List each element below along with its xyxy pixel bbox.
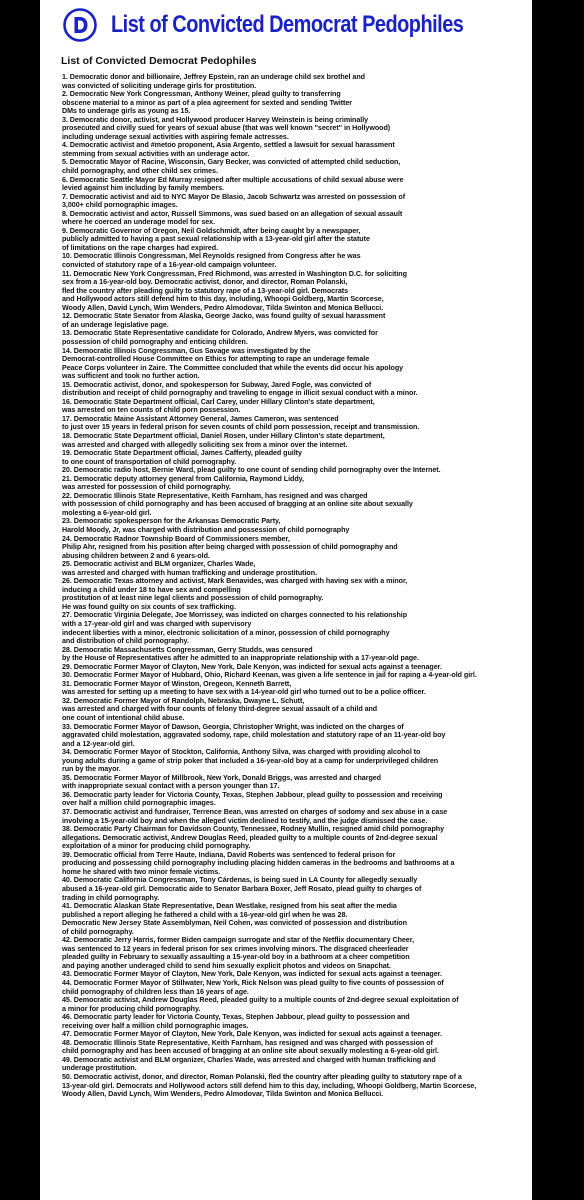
democratic-d-logo-icon <box>63 8 97 42</box>
list-item: 41. Democratic Alaskan State Representative, Dean Westlake, resigned from his seat after the media published a report alleging he fathered a child with a 16-year-old girl when he was 28. Democratic New Jersey State Assemblyman, Neil Cohen, was convicted of possession and distribution of child pornography. <box>62 902 407 936</box>
list-item: 47. Democratic Former Mayor of Clayton, New York, Dale Kenyon, was indicted for sexual acts against a teenager. <box>62 1030 442 1039</box>
list-item: 22. Democratic Illinois State Representative, Keith Farnham, has resigned and was charged with possession of child pornography and has been accused of bragging at an online site about sexually molesting a 6-year-old girl. <box>62 491 413 517</box>
list-item: 21. Democratic deputy attorney general from California, Raymond Liddy, was arrested for possession of child pornography. <box>62 474 304 492</box>
list-item: 34. Democratic Former Mayor of Stockton, California, Anthony Silva, was charged with providing alcohol to young adults during a game of strip poker that included a 16-year-old boy at a camp for underprivileged children run by the mayor. <box>62 748 439 774</box>
entry-list <box>62 73 527 1099</box>
list-item: 5. Democratic Mayor of Racine, Wisconsin, Gary Becker, was convicted of attempted child seduction, child pornography, and other child sex crimes. <box>62 158 401 176</box>
list-item: 29. Democratic Former Mayor of Clayton, New York, Dale Kenyon, was indicted for sexual acts against a teenager. <box>62 662 442 671</box>
list-item: 11. Democratic New York Congressman, Fred Richmond, was arrested in Washington D.C. for soliciting sex from a 16-year-old boy. Democratic activist, donor, and director, Roman Polanski, fled the country after pleading guilty to statutory rape of a 13-year-old girl. Democrats and Hollywood actors still defend him to this day, including, Whoopi Goldberg, Martin Scorcese, Woody Allen, David Lynch, Wim Wenders, Pedro Almodovar, Tilda Swinton and Monica Bellucci. <box>62 269 407 312</box>
list-item: 14. Democratic Illinois Congressman, Gus Savage was investigated by the Democrat-controlled House Committee on Ethics for attempting to rape an underage female Peace Corps volunteer in Zaire. The Committee concluded that while the events did occur his apology was sufficient and took no further action. <box>62 346 404 381</box>
list-item: 43. Democratic Former Mayor of Clayton, New York, Dale Kenyon, was indicted for sexual acts against a teenager. <box>62 970 442 979</box>
list-item: 35. Democratic Former Mayor of Millbrook, New York, Donald Briggs, was arrested and charged with inappropriate sexual contact with a person younger than 17. <box>62 773 381 791</box>
list-item: 1. Democratic donor and billionaire, Jeffrey Epstein, ran an underage child sex brothel and was convicted of soliciting underage girls for prostitution. <box>62 73 365 90</box>
document-header <box>40 0 532 50</box>
list-item: 16. Democratic State Department official, Carl Carey, under Hillary Clinton's state department, was arrested on ten counts of child porn possession. <box>62 397 375 415</box>
list-item: 37. Democratic activist and fundraiser, Terrence Bean, was arrested on charges of sodomy and sex abuse in a case involving a 15-year-old boy and when the alleged victim declined to testify, and the judge dismissed the case. <box>62 808 448 825</box>
list-item: 6. Democratic Seattle Mayor Ed Murray resigned after multiple accusations of child sexual abuse were levied against him including by family members. <box>62 175 404 193</box>
list-item: 44. Democratic Former Mayor of Stillwater, New York, Rick Nelson was plead guilty to five counts of possession of child pornography of children less than 16 years of age. <box>62 978 444 996</box>
list-item: 17. Democratic Maine Assistant Attorney General, James Cameron, was sentenced to just over 15 years in federal prison for seven counts of child porn possession, receipt and transmission. <box>62 414 420 432</box>
list-item: 13. Democratic State Representative candidate for Colorado, Andrew Myers, was convicted for possession of child pornography and enticing children. <box>62 329 378 346</box>
list-item: 32. Democratic Former Mayor of Randolph, Nebraska, Dwayne L. Schutt, was arrested and charged with four counts of felony third-degree sexual assault of a child and one count of intentional child abuse. <box>62 696 378 723</box>
list-item: 12. Democratic State Senator from Alaska, George Jacko, was found guilty of sexual harassment of an underage legislative page. <box>62 312 386 329</box>
list-item: 33. Democratic Former Mayor of Dawson, Georgia, Christopher Wright, was indicted on the charges of aggravated child molestation, aggravated sodomy, rape, child molestation and statutory rape of an 11-year-old boy and a 12-year-old girl. <box>62 722 446 748</box>
list-item: 2. Democratic New York Congressman, Anthony Weiner, plead guilty to transferring obscene material to a minor as part of a plea agreement for sexted and sending Twitter DMs to underage girls as young as 15. <box>62 90 352 116</box>
list-item: 42. Democratic Jerry Harris, former Biden campaign surrogate and star of the Netflix documentary Cheer, was sentenced to 12 years in federal prison for sex crimes involving minors. The disgraced cheerleader pleaded guilty in February to sexually assaulting a 15-year-old boy in a bathroom at a cheer competition and paying another underaged child to send him sexually explicit photos and videos on Snapchat. <box>62 936 414 970</box>
list-item: 10. Democratic Illinois Congressman, Mel Reynolds resigned from Congress after he was convicted of statutory rape of a 16-year-old campaign volunteer. <box>62 252 361 270</box>
list-item: 3. Democratic donor, activist, and Hollywood producer Harvey Weinstein is being criminally prosecuted and civilly sued for years of sexual abuse (that was well known "secret" in Hollywood) including underage sexual activities with aspiring female actresses. <box>62 115 391 141</box>
list-item: 48. Democratic Illinois State Representative, Keith Farnham, has resigned and was charged with possession of child pornography and has been accused of bragging at an online site about sexually molesting a 6-year-old girl. <box>62 1038 439 1056</box>
list-item: 39. Democratic official from Terre Haute, Indiana, David Roberts was sentenced to federal prison for producing and possessing child pornography including placing hidden cameras in the bedrooms and bathrooms at a home he shared with two minor female victims. <box>62 850 455 876</box>
list-item: 27. Democratic Virginia Delegate, Joe Morrissey, was indicted on charges connected to his relationship with a 17-year-old girl and was charged with supervisory indecent liberties with a minor, electronic solicitation of a minor, possession of child pornography and distribution of child pornography. <box>62 611 408 646</box>
list-item: 4. Democratic activist and #metoo proponent, Asia Argento, settled a lawsuit for sexual harassment stemming from sexual activities with an underage actor. <box>62 141 395 158</box>
list-item: 9. Democratic Governor of Oregon, Neil Goldschmidt, after being caught by a newspaper, publicly admitted to having a past sexual relationship with a 13-year-old girl after the statute of limitations on the rape charges had expired. <box>62 226 370 252</box>
page-title: List of Convicted Democrat Pedophiles <box>111 11 464 38</box>
list-item: 49. Democratic activist and BLM organizer, Charles Wade, was arrested and charged with human trafficking and underage prostitution. <box>62 1055 436 1073</box>
list-item: 28. Democratic Massachusetts Congressman, Gerry Studds, was censured by the House of Representatives after he admitted to an inappropriate relationship with a 17-year-old page. <box>62 645 419 663</box>
document-subtitle: List of Convicted Democrat Pedophiles <box>61 55 257 67</box>
list-item: 31. Democratic Former Mayor of Winston, Oregeon, Kenneth Barrett, was arrested for setting up a meeting to have sex with a 14-year-old girl who turned out to be a police officer. <box>62 679 426 697</box>
list-item: 45. Democratic activist, Andrew Douglas Reed, pleaded guilty to a multiple counts of 2nd-degree sexual exploitation of a minor for producing child pornography. <box>62 996 459 1013</box>
list-item: 36. Democratic party leader for Victoria County, Texas, Stephen Jabbour, plead guilty to possession and receiving over half a million child pornographic images. <box>62 790 443 808</box>
list-item: 30. Democratic Former Mayor of Hubbard, Ohio, Richard Keenan, was given a life sentence in jail for raping a 4-year-old girl. <box>62 671 477 680</box>
document-page <box>40 0 532 1200</box>
list-item: 40. Democratic California Congressman, Tony Cárdenas, is being sued in LA County for allegedly sexually abused a 16-year-old girl. Democratic aide to Senator Barbara Boxer, Jeff Rosato, plead guilty to charges of trading in child pornography. <box>62 876 422 902</box>
list-item: 8. Democratic activist and actor, Russell Simmons, was sued based on an allegation of sexual assault where he coerced an underage model for sex. <box>62 209 403 227</box>
list-item: 25. Democratic activist and BLM organizer, Charles Wade, was arrested and charged with human trafficking and underage prostitution. <box>62 560 317 577</box>
list-item: 7. Democratic activist and aid to NYC Mayor De Blasio, Jacob Schwartz was arrested on possession of 3,000+ child pornographic images. <box>62 192 406 210</box>
list-item: 26. Democratic Texas attorney and activist, Mark Benavides, was charged with having sex with a minor, inducing a child under 18 to have sex and compelling prostitution of at least nine legal clients and possession of child pornography. He was found guilty on six counts of sex trafficking. <box>62 577 408 611</box>
list-item: 20. Democratic radio host, Bernie Ward, plead guilty to one count of sending child pornography over the Internet. <box>62 466 441 475</box>
list-item: 50. Democratic activist, donor, and director, Roman Polanski, fled the country after pleading guilty to statutory rape of a 13-year-old girl. Democrats and Hollywood actors still defend him to this day, including, Whoopi Goldberg, Martin Scorcese, Woody Allen, David Lynch, Wim Wenders, Pedro Almodovar, Tilda Swinton and Monica Bellucci. <box>62 1072 477 1099</box>
list-item: 46. Democratic party leader for Victoria County, Texas, Stephen Jabbour, plead guilty to possession and receiving over half a million child pornographic images. <box>62 1013 410 1030</box>
list-item: 38. Democratic Party Chairman for Davidson County, Tennessee, Rodney Mullin, resigned amid child pornography allegations. Democratic activist, Andrew Douglas Reed, pleaded guilty to a multiple counts of 2nd-degree sexual exploitation of a minor for producing child pornography. <box>62 825 444 851</box>
list-item: 15. Democratic activist, donor, and spokesperson for Subway, Jared Fogle, was convicted of distribution and receipt of child pornography and traveling to engage in illicit sexual conduct with a minor. <box>62 380 418 398</box>
list-item: 24. Democratic Radnor Township Board of Commissioners member, Philip Ahr, resigned from his position after being charged with possession of child pornography and abusing children between 2 and 6 years-old. <box>62 534 398 560</box>
list-item: 19. Democratic State Department official, James Cafferty, pleaded guilty to one count of transportation of child pornography. <box>62 449 302 466</box>
list-item: 23. Democratic spokesperson for the Arkansas Democratic Party, Harold Moody, Jr, was charged with distribution and possession of child pornography <box>62 517 350 534</box>
list-item: 18. Democratic State Department official, Daniel Rosen, under Hillary Clinton's state department, was arrested and charged with allegedly soliciting sex from a minor over the internet. <box>62 431 385 449</box>
